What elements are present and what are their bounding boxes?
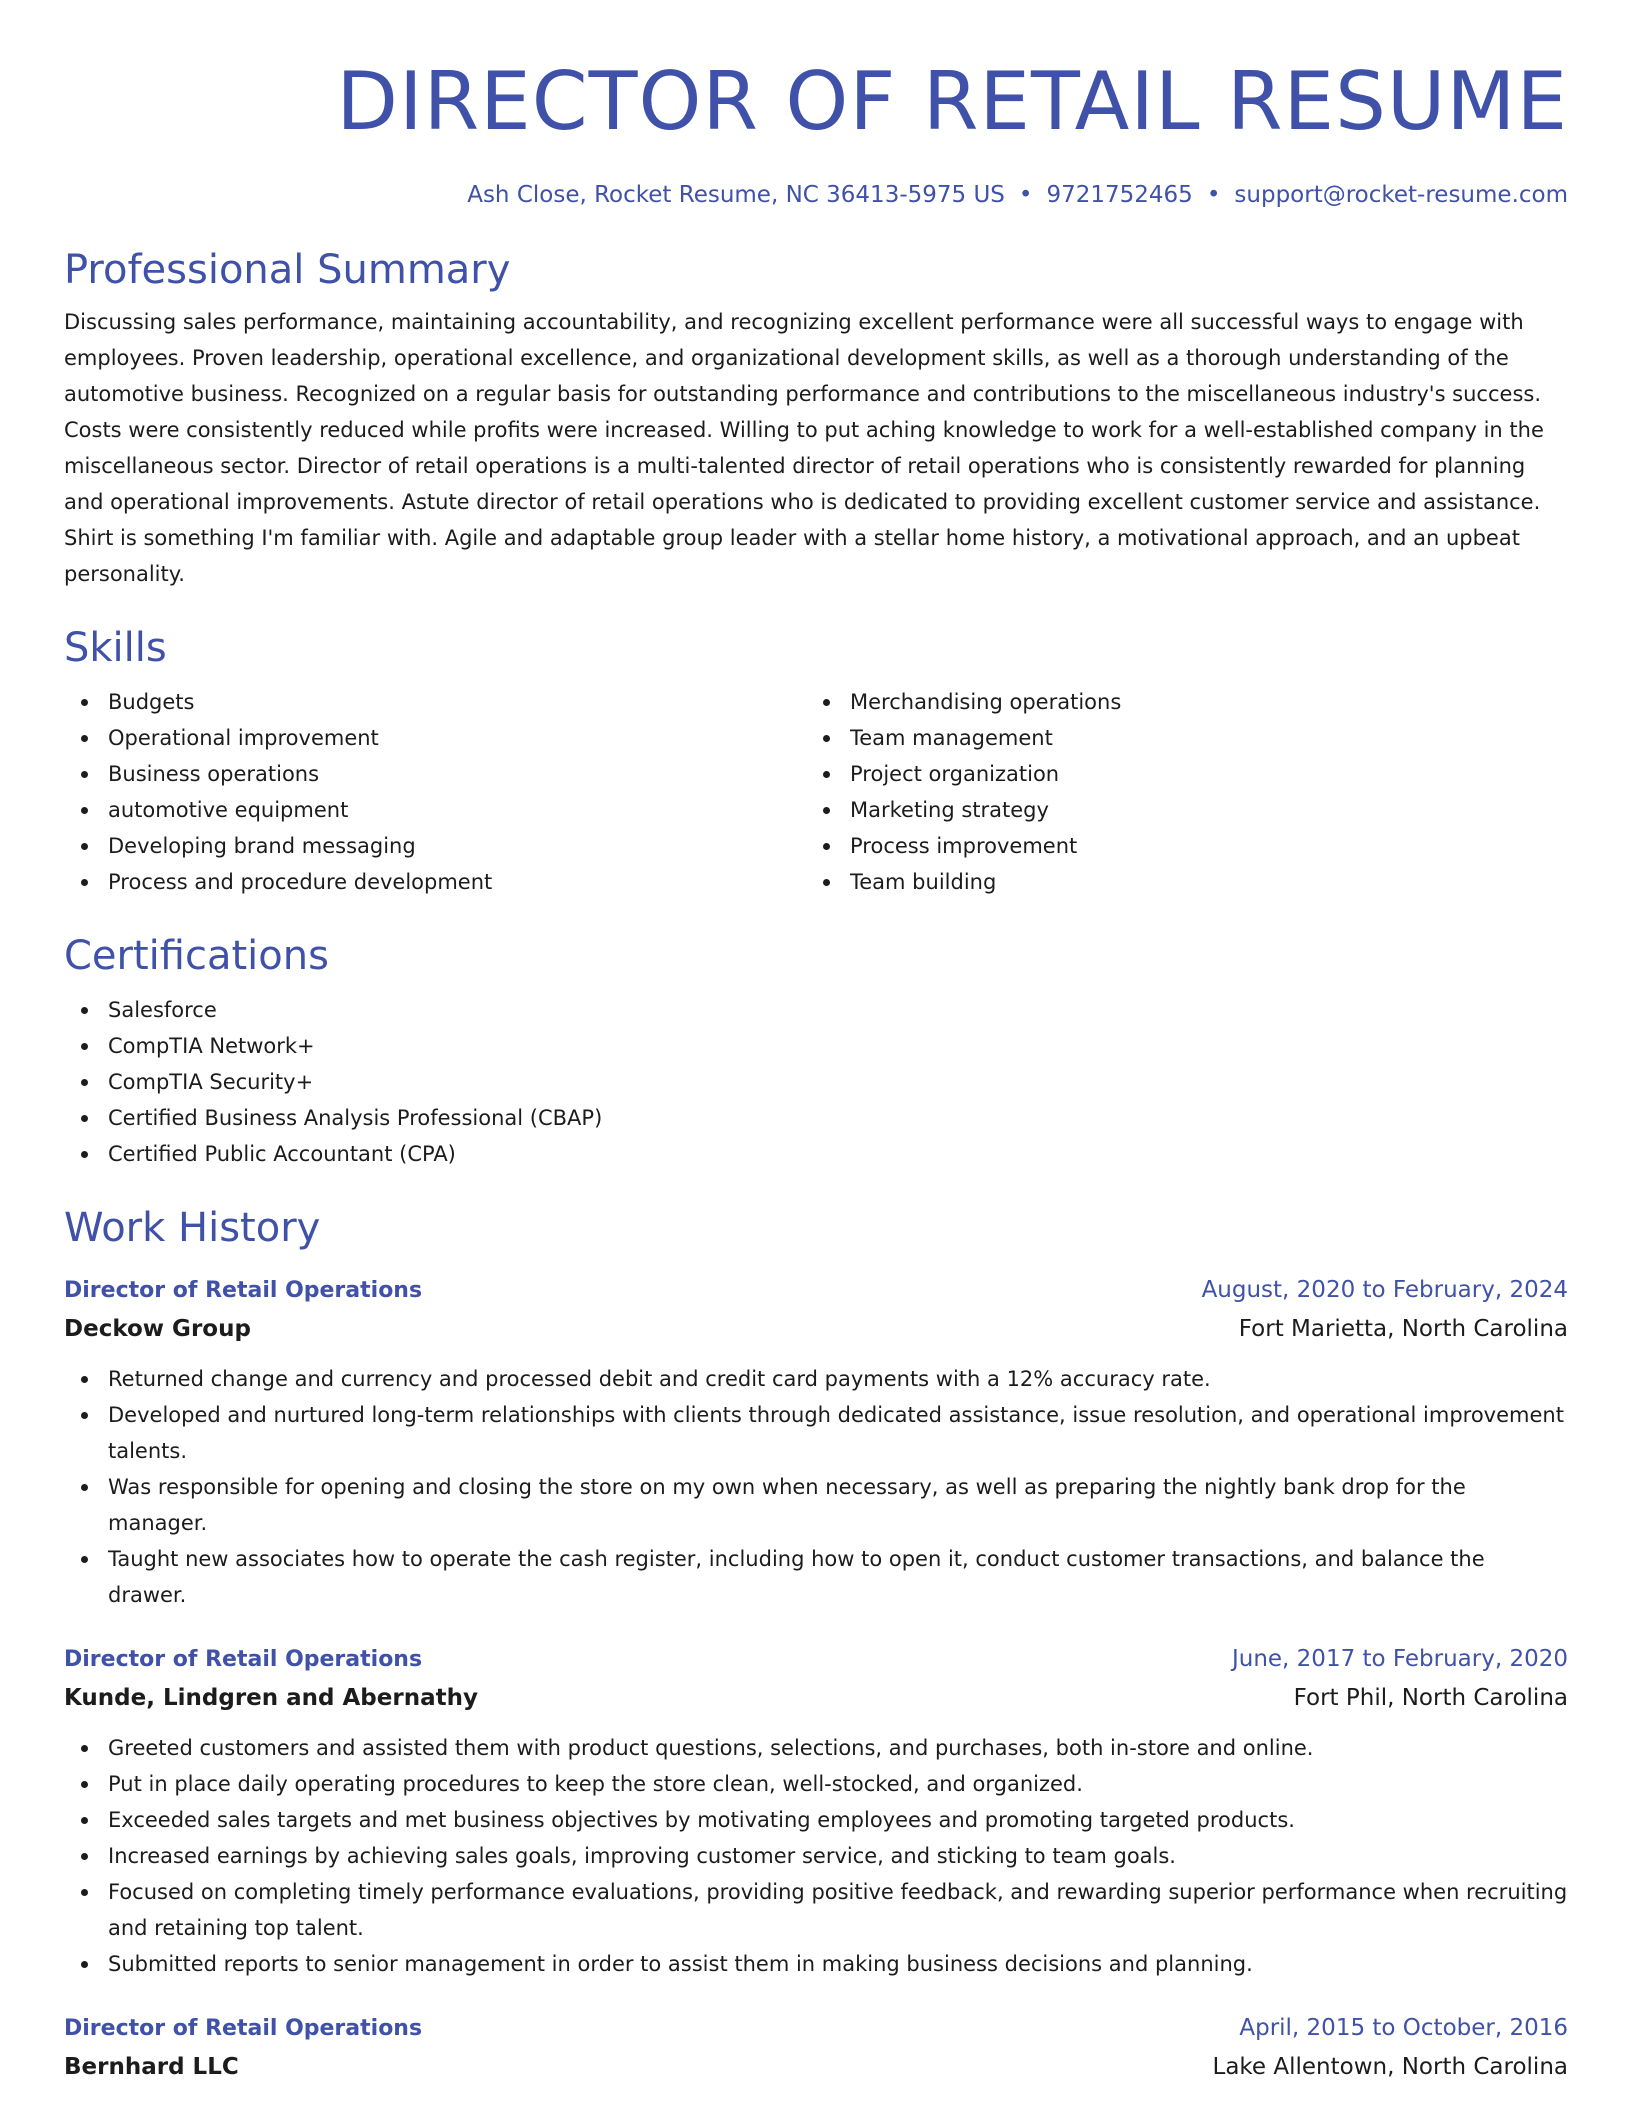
skill-item: Operational improvement [64, 720, 806, 756]
job-duty: Was responsible for opening and closing the store on my own when necessary, as well as preparing the nightly bank drop for the manager. [64, 1469, 1568, 1541]
job-duties-list [64, 1730, 1568, 1982]
job-dates: April, 2015 to October, 2016 [1239, 2015, 1568, 2041]
job-location: Fort Phil, North Carolina [1293, 1685, 1568, 1711]
job-title: Director of Retail Operations [64, 1278, 423, 1303]
contact-separator: • [1206, 182, 1221, 208]
job-duty: Exceeded sales targets and met business objectives by motivating employees and promoting targeted products. [64, 1802, 1568, 1838]
job-dates: August, 2020 to February, 2024 [1201, 1277, 1568, 1303]
skill-item: Process improvement [806, 828, 1548, 864]
skill-item: Developing brand messaging [64, 828, 806, 864]
skill-item: Team building [806, 864, 1548, 900]
job-title-row [64, 2010, 1568, 2047]
skills-heading: Skills [64, 625, 167, 671]
job-employer-row [64, 1678, 1568, 1718]
resume-page [64, 0, 1568, 2087]
job-employer-row [64, 2047, 1568, 2087]
job-title: Director of Retail Operations [64, 2016, 423, 2041]
job-duty: Returned change and currency and processed debit and credit card payments with a 12% accuracy rate. [64, 1361, 1568, 1397]
job-entry [64, 1641, 1568, 1982]
job-duty: Taught new associates how to operate the cash register, including how to open it, conduct customer transactions, and balance the drawer. [64, 1541, 1568, 1613]
work-history-heading: Work History [64, 1205, 321, 1251]
job-entry [64, 1272, 1568, 1613]
certifications-list [64, 992, 1568, 1172]
job-duty: Greeted customers and assisted them with product questions, selections, and purchases, both in-store and online. [64, 1730, 1568, 1766]
job-title: Director of Retail Operations [64, 1647, 423, 1672]
contact-line [64, 180, 1568, 210]
skills-list-left [64, 684, 806, 900]
job-employer: Kunde, Lindgren and Abernathy [64, 1685, 478, 1711]
job-duty: Submitted reports to senior management in order to assist them in making business decisions and planning. [64, 1946, 1568, 1982]
job-duty: Increased earnings by achieving sales goals, improving customer service, and sticking to team goals. [64, 1838, 1568, 1874]
certification-item: CompTIA Network+ [64, 1028, 1568, 1064]
certification-item: Certified Business Analysis Professional (CBAP) [64, 1100, 1568, 1136]
skill-item: Project organization [806, 756, 1548, 792]
contact-phone: 9721752465 [1046, 182, 1193, 208]
job-dates: June, 2017 to February, 2020 [1231, 1646, 1568, 1672]
contact-separator: • [1018, 182, 1033, 208]
job-employer: Deckow Group [64, 1316, 251, 1342]
skills-list-right [806, 684, 1548, 900]
job-title-row [64, 1641, 1568, 1678]
skill-item: Merchandising operations [806, 684, 1548, 720]
certification-item: Certified Public Accountant (CPA) [64, 1136, 1568, 1172]
job-duty: Put in place daily operating procedures to keep the store clean, well-stocked, and organized. [64, 1766, 1568, 1802]
job-title-row [64, 1272, 1568, 1309]
summary-heading: Professional Summary [64, 247, 511, 293]
job-location: Lake Allentown, North Carolina [1212, 2054, 1568, 2080]
job-duty: Developed and nurtured long-term relationships with clients through dedicated assistance, issue resolution, and operational improvement talents. [64, 1397, 1568, 1469]
job-duty: Focused on completing timely performance evaluations, providing positive feedback, and rewarding superior performance when recruiting and retaining top talent. [64, 1874, 1568, 1946]
job-employer-row [64, 1309, 1568, 1349]
certification-item: Salesforce [64, 992, 1568, 1028]
job-duties-list [64, 1361, 1568, 1613]
skill-item: automotive equipment [64, 792, 806, 828]
job-location: Fort Marietta, North Carolina [1238, 1316, 1568, 1342]
skill-item: Business operations [64, 756, 806, 792]
contact-address: Ash Close, Rocket Resume, NC 36413-5975 US [467, 182, 1005, 208]
skill-item: Team management [806, 720, 1548, 756]
certification-item: CompTIA Security+ [64, 1064, 1568, 1100]
summary-text: Discussing sales performance, maintaining accountability, and recognizing excellent performance were all successful ways to engage with employees. Proven leadership, operational excellence, and organizational development skills, as well as a thorough understanding of the automotive business. Recognized on a regular basis for outstanding performance and contributions to the miscellaneous industry's success. Costs were consistently reduced while profits were increased. Willing to put aching knowledge to work for a well-established company in the miscellaneous sector. Director of retail operations is a multi-talented director of retail operations who is consistently rewarded for planning and operational improvements. Astute director of retail operations who is dedicated to providing excellent customer service and assistance. Shirt is something I'm familiar with. Agile and adaptable group leader with a stellar home history, a motivational approach, and an upbeat personality. [64, 310, 1544, 586]
job-entry [64, 2010, 1568, 2087]
job-employer: Bernhard LLC [64, 2054, 239, 2080]
certifications-heading: Certifications [64, 933, 329, 979]
contact-email: support@rocket-resume.com [1234, 182, 1568, 208]
resume-title: DIRECTOR OF RETAIL RESUME [336, 55, 1568, 148]
skill-item: Process and procedure development [64, 864, 806, 900]
skill-item: Marketing strategy [806, 792, 1548, 828]
skill-item: Budgets [64, 684, 806, 720]
skills-grid [64, 684, 1568, 900]
